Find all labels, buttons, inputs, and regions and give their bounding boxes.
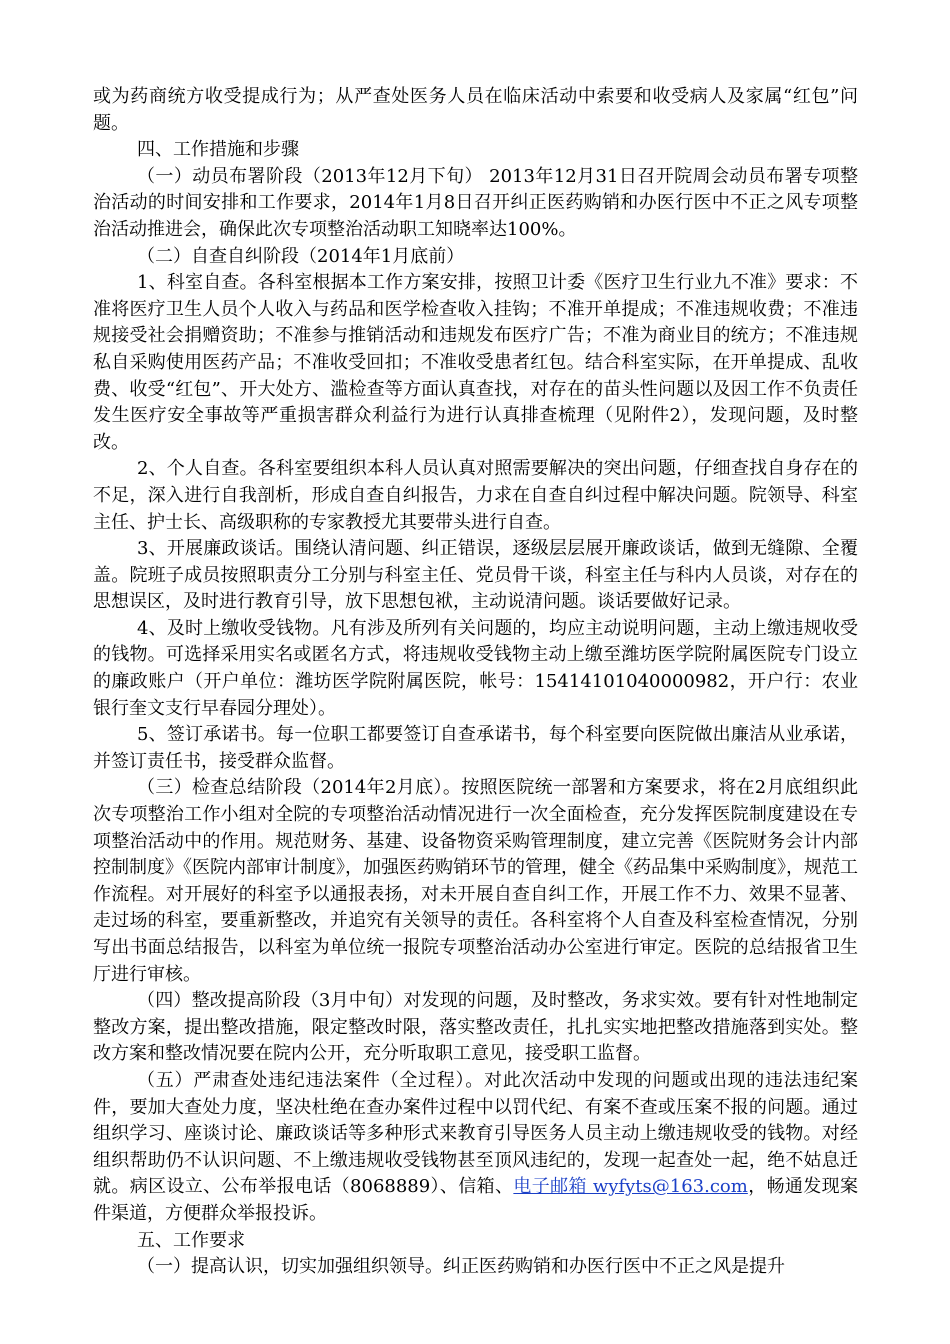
paragraph-item-1: 1、科室自查。各科室根据本工作方案安排，按照卫计委《医疗卫生行业九不准》要求：不准将医疗卫生人员个人收入与药品和医学检查收入挂钩；不准开单提成；不准违规收费；不准违规接受社会捐赠资助；不准参与推销活动和违规发布医疗广告；不准为商业目的统方；不准违规私自采购使用医药产品；不准收受回扣；不准收受患者红包。结合科室实际，在开单提成、乱收费、收受“红包”、开大处方、滥检查等方面认真查找，对存在的苗头性问题以及因工作不负责任发生医疗安全事故等严重损害群众利益行为进行认真排查梳理（见附件2），发现问题，及时整改。 (93, 272, 858, 453)
heading-section-4: 四、工作措施和步骤 (137, 139, 299, 161)
paragraph-stage-5 (93, 1068, 858, 1228)
paragraph-item-3: 3、开展廉政谈话。围绕认清问题、纠正错误，逐级层层展开廉政谈话，做到无缝隙、全覆盖。院班子成员按照职责分工分别与科室主任、党员骨干谈，科室主任与科内人员谈，对存在的思想误区，及时进行教育引导，放下思想包袱，主动说清问题。谈话要做好记录。 (93, 538, 858, 613)
paragraph-item-2: 2、个人自查。各科室要组织本科人员认真对照需要解决的突出问题，仔细查找自身存在的不足，深入进行自我剖析，形成自查自纠报告，力求在自查自纠过程中解决问题。院领导、科室主任、护士长、高级职称的专家教授尤其要带头进行自查。 (93, 458, 858, 533)
paragraph-stage-4: （四）整改提高阶段（3月中旬）对发现的问题，及时整改，务求实效。要有针对性地制定整改方案，提出整改措施，限定整改时限，落实整改责任，扎扎实实地把整改措施落到实处。整改方案和整改情况要在院内公开，充分听取职工意见，接受职工监督。 (93, 990, 858, 1065)
document-page (93, 84, 858, 1281)
heading-section-5: 五、工作要求 (137, 1229, 245, 1251)
email-link[interactable]: 电子邮箱 wyfyts@163.com (513, 1176, 748, 1198)
stage-5-text-end: ，畅通发现案件渠道，方便群众举报投诉。 (93, 1176, 859, 1224)
paragraph-intro-continuation: 或为药商统方收受提成行为；从严查处医务人员在临床活动中索要和收受病人及家属“红包”问题。 (93, 86, 858, 134)
paragraph-stage-1: （一）动员布署阶段（2013年12月下旬） 2013年12月31日召开院周会动员布署专项整治活动的时间安排和工作要求，2014年1月8日召开纠正医药购销和办医行医中不正之风专项整治活动推进会，确保此次专项整治活动职工知晓率达100%。 (93, 165, 858, 240)
paragraph-stage-3: （三）检查总结阶段（2014年2月底）。按照医院统一部署和方案要求，将在2月底组织此次专项整治工作小组对全院的专项整治活动情况进行一次全面检查，充分发挥医院制度建设在专项整治活动中的作用。规范财务、基建、设备物资采购管理制度，建立完善《医院财务会计内部控制制度》《医院内部审计制度》，加强医药购销环节的管理，健全《药品集中采购制度》，规范工作流程。对开展好的科室予以通报表扬，对未开展自查自纠工作，开展工作不力、效果不显著、走过场的科室，要重新整改，并追究有关领导的责任。各科室将个人自查及科室检查情况，分别写出书面总结报告，以科室为单位统一报院专项整治活动办公室进行审定。医院的总结报省卫生厅进行审核。 (93, 777, 858, 985)
paragraph-item-5: 5、签订承诺书。每一位职工都要签订自查承诺书，每个科室要向医院做出廉洁从业承诺，并签订责任书，接受群众监督。 (93, 724, 858, 772)
heading-stage-2: （二）自查自纠阶段（2014年1月底前） (137, 245, 465, 267)
paragraph-requirement-1: （一）提高认识，切实加强组织领导。纠正医药购销和办医行医中不正之风是提升 (137, 1256, 785, 1278)
paragraph-item-4: 4、及时上缴收受钱物。凡有涉及所列有关问题的，均应主动说明问题，主动上缴违规收受的钱物。可选择采用实名或匿名方式，将违规收受钱物主动上缴至潍坊医学院附属医院专门设立的廉政账户（开户单位：潍坊医学院附属医院，帐号：15414101040000982，开户行：农业银行奎文支行早春园分理处）。 (93, 617, 858, 719)
stage-5-text: （五）严肃查处违纪违法案件（全过程）。对此次活动中发现的问题或出现的违法违纪案件，要加大查处力度，坚决杜绝在查办案件过程中以罚代纪、有案不查或压案不报的问题。通过组织学习、座谈讨论、廉政谈话等多种形式来教育引导医务人员主动上缴违规收受的钱物。对经组织帮助仍不认识问题、不上缴违规收受钱物甚至顶风违纪的，发现一起查处一起，绝不姑息迁就。病区设立、公布举报电话（8068889）、信箱、 (93, 1069, 858, 1198)
